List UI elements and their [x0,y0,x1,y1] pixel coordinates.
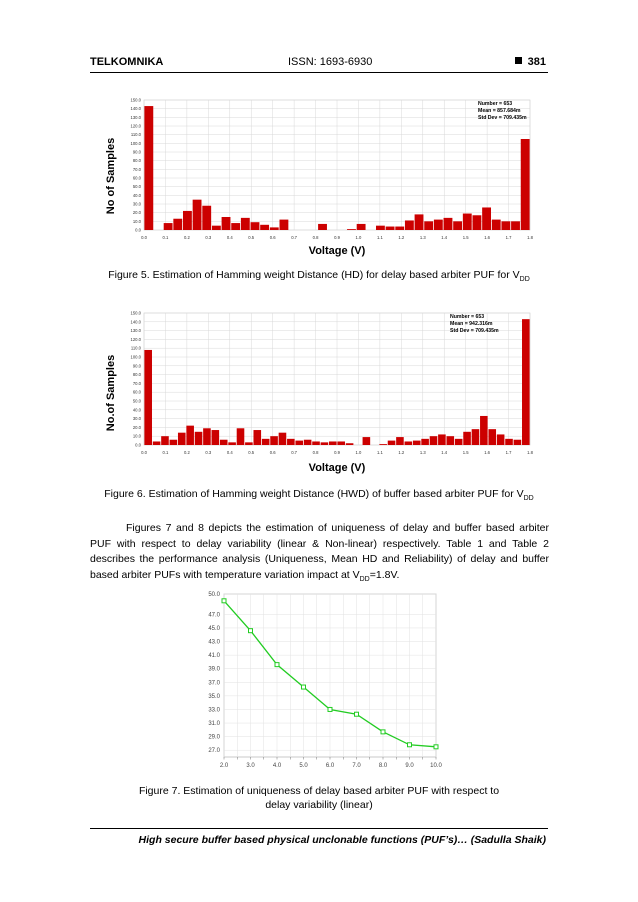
fig6-xtick-label: 1.6 [484,450,491,455]
fig6-bar [337,441,345,445]
fig6-xtick-label: 1.3 [419,450,426,455]
fig6-bar [505,439,513,445]
fig5-ytick-label: 30.0 [132,201,141,207]
fig6-xtick-label: 1.8 [527,450,533,455]
fig5-ytick-label: 0.0 [135,227,141,233]
fig6-bar [203,428,211,445]
fig6-bar [186,426,194,445]
fig6-bar [413,441,421,445]
fig5-bar [492,220,501,230]
fig5-bar [241,218,250,230]
fig6-ytick-label: 40.0 [132,407,141,413]
fig6-bar [438,434,446,445]
fig7-xtick-label: 8.0 [378,763,388,769]
fig5-bar [280,220,289,230]
figure6-caption-sub: DD [523,495,534,503]
fig6-bar [446,436,454,445]
fig5-bar [501,221,510,230]
fig7-data-point [275,663,279,667]
fig6-bar [178,433,186,445]
body-paragraph-text: Figures 7 and 8 depicts the estimation of uniqueness of delay and buffer based arbiter PUF with respect to delay variability (linear & Non-linear) respectively. Table 1 and Table 2 describes the performance analysis (Uniqueness, Mean HD and Reliability) of delay and buffer based arbiter PUFs with temperature variation impact at V [90,522,549,581]
fig7-ytick-label: 35.0 [208,693,220,700]
fig6-bar [304,440,312,445]
fig5-ytick-label: 100.0 [130,140,141,146]
fig6-bar [396,437,404,445]
fig6-xtick-label: 0.8 [312,450,319,455]
fig6-bar [346,443,354,445]
fig6-bar [497,434,505,445]
fig6-bar [379,444,387,445]
body-paragraph [90,521,549,587]
journal-issn: ISSN: 1693-6930 [288,56,373,68]
figure6-histogram [100,305,542,475]
header-rule [90,72,548,73]
fig5-xtick-label: 0.4 [226,235,233,240]
fig6-bar [287,439,295,445]
fig5-xtick-label: 1.1 [376,235,383,240]
fig5-bar [144,106,153,230]
fig6-bar [153,441,161,445]
fig5-xtick-label: 0.2 [183,235,190,240]
fig6-bar [262,439,270,445]
fig5-bar [386,227,395,230]
fig6-bar [522,319,530,445]
fig7-ytick-label: 29.0 [208,734,220,741]
fig5-bar [260,225,269,230]
fig5-xtick-label: 1.5 [462,235,469,240]
fig6-ytick-label: 90.0 [132,363,141,369]
fig6-xtick-label: 0.7 [291,450,298,455]
fig5-xtick-label: 0.7 [291,235,298,240]
fig7-xtick-label: 6.0 [325,763,335,769]
fig7-data-point [355,712,359,716]
fig5-bar [251,222,260,230]
fig6-xtick-label: 0.6 [269,450,276,455]
fig5-ytick-label: 10.0 [132,218,141,224]
fig5-bar [357,224,366,230]
figure5-caption-sub: DD [519,276,530,284]
fig6-xtick-label: 0.5 [248,450,255,455]
square-bullet-icon [515,57,522,64]
fig5-xtick-label: 1.0 [355,235,362,240]
fig7-ytick-label: 41.0 [208,653,220,660]
fig6-ytick-label: 0.0 [135,442,141,448]
fig6-ytick-label: 140.0 [130,319,141,325]
fig5-bar [183,211,192,230]
fig7-data-point [302,685,306,689]
fig7-ytick-label: 50.0 [208,592,220,598]
fig5-bar [511,221,520,230]
figure6-xlabel: Voltage (V) [308,462,366,474]
fig5-ytick-label: 40.0 [132,192,141,198]
fig5-ytick-label: 50.0 [132,184,141,190]
fig6-bar [170,440,178,445]
fig5-bar [415,214,424,230]
fig5-ytick-label: 60.0 [132,175,141,181]
figure7-caption-line1: Figure 7. Estimation of uniqueness of delay based arbiter PUF with respect to [138,785,500,797]
figure6-caption [60,487,578,506]
fig5-stat-label: Mean = 857.684m [478,108,521,114]
fig7-ytick-label: 27.0 [208,748,220,755]
fig7-ytick-label: 33.0 [208,707,220,714]
fig5-bar [395,227,404,230]
figure5-histogram [100,90,542,258]
fig5-bar [222,217,231,230]
fig6-xtick-label: 1.0 [355,450,362,455]
fig5-bar [318,224,327,230]
fig7-xtick-label: 2.0 [219,763,229,769]
fig6-stat-label: Std Dev = 709.435m [450,328,499,334]
fig6-bar [295,441,303,445]
fig5-bar [164,223,173,230]
fig7-xtick-label: 3.0 [246,763,255,769]
fig6-bar [430,436,438,445]
fig6-ytick-label: 70.0 [132,380,141,386]
fig5-ytick-label: 110.0 [130,132,141,138]
fig5-bar [231,223,240,230]
fig7-data-point [381,730,385,734]
fig5-bar [202,206,211,230]
figure5-caption [60,268,578,287]
fig6-xtick-label: 0.0 [141,450,147,455]
fig6-bar [321,442,329,445]
fig6-bar [312,441,320,445]
fig5-xtick-label: 1.4 [441,235,448,240]
fig5-bar [473,215,482,230]
running-footer: High secure buffer based physical unclonable functions (PUF’s)… (Sadulla Shaik) [138,834,546,846]
fig6-ytick-label: 120.0 [130,336,141,342]
fig5-xtick-label: 1.3 [419,235,426,240]
fig7-xtick-label: 7.0 [352,763,361,769]
fig5-xtick-label: 0.9 [334,235,340,240]
fig5-ytick-label: 140.0 [130,106,141,112]
body-paragraph-end: =1.8V. [369,568,400,581]
fig5-xtick-label: 0.3 [205,235,212,240]
fig6-bar [455,439,463,445]
fig6-xtick-label: 0.2 [183,450,190,455]
fig5-bar [453,221,462,230]
fig6-ytick-label: 10.0 [132,433,141,439]
fig5-bar [270,227,279,230]
fig5-bar [434,220,443,230]
fig6-ytick-label: 60.0 [132,389,141,395]
fig7-ytick-label: 43.0 [208,639,220,646]
fig6-xtick-label: 1.2 [398,450,405,455]
fig6-bar [228,442,236,445]
fig5-xtick-label: 1.6 [484,235,491,240]
fig7-ytick-label: 37.0 [208,680,220,687]
fig5-ytick-label: 70.0 [132,166,141,172]
fig6-ytick-label: 20.0 [132,424,141,430]
figure6-caption-text: Figure 6. Estimation of Hamming weight Distance (HWD) of buffer based arbiter PUF for V [104,488,524,500]
fig6-xtick-label: 0.4 [226,450,233,455]
fig6-xtick-label: 0.3 [205,450,212,455]
fig5-bar [212,226,221,230]
fig5-stat-label: Std Dev = 709.435m [478,115,527,121]
fig7-data-point [434,745,438,749]
fig6-ytick-label: 80.0 [132,372,141,378]
fig5-bar [405,220,414,230]
fig7-ytick-label: 45.0 [208,625,220,632]
fig6-bar [161,436,169,445]
fig5-bar [463,214,472,230]
fig6-ytick-label: 150.0 [130,310,141,316]
fig5-ytick-label: 120.0 [130,123,141,129]
fig7-xtick-label: 9.0 [405,763,414,769]
fig6-xtick-label: 1.5 [462,450,469,455]
fig7-ytick-label: 31.0 [208,721,220,728]
fig7-data-point [249,629,253,633]
fig6-bar [212,430,220,445]
fig5-xtick-label: 1.7 [505,235,512,240]
fig6-bar [253,430,261,445]
fig5-bar [193,200,202,230]
fig5-xtick-label: 1.2 [398,235,405,240]
fig7-xtick-label: 10.0 [430,763,442,769]
fig6-xtick-label: 1.1 [376,450,383,455]
fig6-bar [463,432,471,445]
fig5-bar [347,229,356,230]
fig6-bar [237,428,245,445]
fig6-xtick-label: 1.4 [441,450,448,455]
fig6-bar [421,439,429,445]
fig7-data-point [408,743,412,747]
fig6-bar [144,350,152,445]
footer-rule [90,828,548,829]
fig6-bar [405,441,413,445]
fig5-xtick-label: 0.6 [269,235,276,240]
fig5-bar [482,207,491,230]
fig6-bar [363,437,371,445]
fig5-bar [173,219,182,230]
figure7-caption [60,784,578,812]
fig6-ytick-label: 50.0 [132,398,141,404]
fig5-ytick-label: 90.0 [132,149,141,155]
fig5-xtick-label: 0.8 [312,235,319,240]
fig6-bar [279,433,287,445]
page-number: 381 [527,56,546,68]
fig6-bar [472,429,480,445]
page-number-block [515,56,546,68]
fig7-xtick-label: 5.0 [299,763,308,769]
fig6-bar [195,432,203,445]
fig6-stat-label: Number = 653 [450,314,485,320]
fig6-bar [480,416,488,445]
fig5-ytick-label: 150.0 [130,97,141,103]
fig5-bar [376,226,385,230]
fig7-ytick-label: 39.0 [208,666,220,673]
fig6-bar [514,440,522,445]
fig5-bar [424,221,433,230]
fig5-xtick-label: 0.5 [248,235,255,240]
figure6-ylabel: No.of Samples [105,354,117,432]
fig6-bar [488,429,496,445]
fig5-ytick-label: 80.0 [132,158,141,164]
figure7-caption-line2: delay variability (linear) [265,799,373,811]
fig6-bar [388,441,396,445]
fig5-stat-label: Number = 653 [478,101,513,107]
fig5-ytick-label: 20.0 [132,210,141,216]
figure5-xlabel: Voltage (V) [308,245,366,257]
fig5-ytick-label: 130.0 [130,114,141,120]
fig5-xtick-label: 0.0 [141,235,147,240]
fig6-xtick-label: 0.1 [162,450,169,455]
fig7-xtick-label: 4.0 [272,763,282,769]
fig7-data-point [328,707,332,711]
fig6-xtick-label: 0.9 [334,450,340,455]
fig6-ytick-label: 30.0 [132,416,141,422]
figure5-caption-text: Figure 5. Estimation of Hamming weight Distance (HD) for delay based arbiter PUF for V [108,269,520,281]
body-paragraph-sub: DD [359,575,370,583]
figure5-ylabel: No of Samples [105,137,117,215]
fig6-bar [245,442,253,445]
fig6-xtick-label: 1.7 [505,450,512,455]
fig6-bar [270,436,278,445]
fig6-stat-label: Mean = 942.316m [450,321,493,327]
fig6-ytick-label: 110.0 [130,345,141,351]
fig6-ytick-label: 130.0 [130,328,141,334]
fig5-bar [521,139,530,230]
fig6-bar [220,440,228,445]
figure7-line-chart [190,588,450,778]
fig7-ytick-label: 47.0 [208,612,220,619]
fig5-xtick-label: 0.1 [162,235,169,240]
fig6-ytick-label: 100.0 [130,354,141,360]
journal-name: TELKOMNIKA [90,56,164,68]
fig7-data-point [222,599,226,603]
fig6-bar [329,441,337,445]
fig5-xtick-label: 1.8 [527,235,533,240]
fig5-bar [444,218,453,230]
